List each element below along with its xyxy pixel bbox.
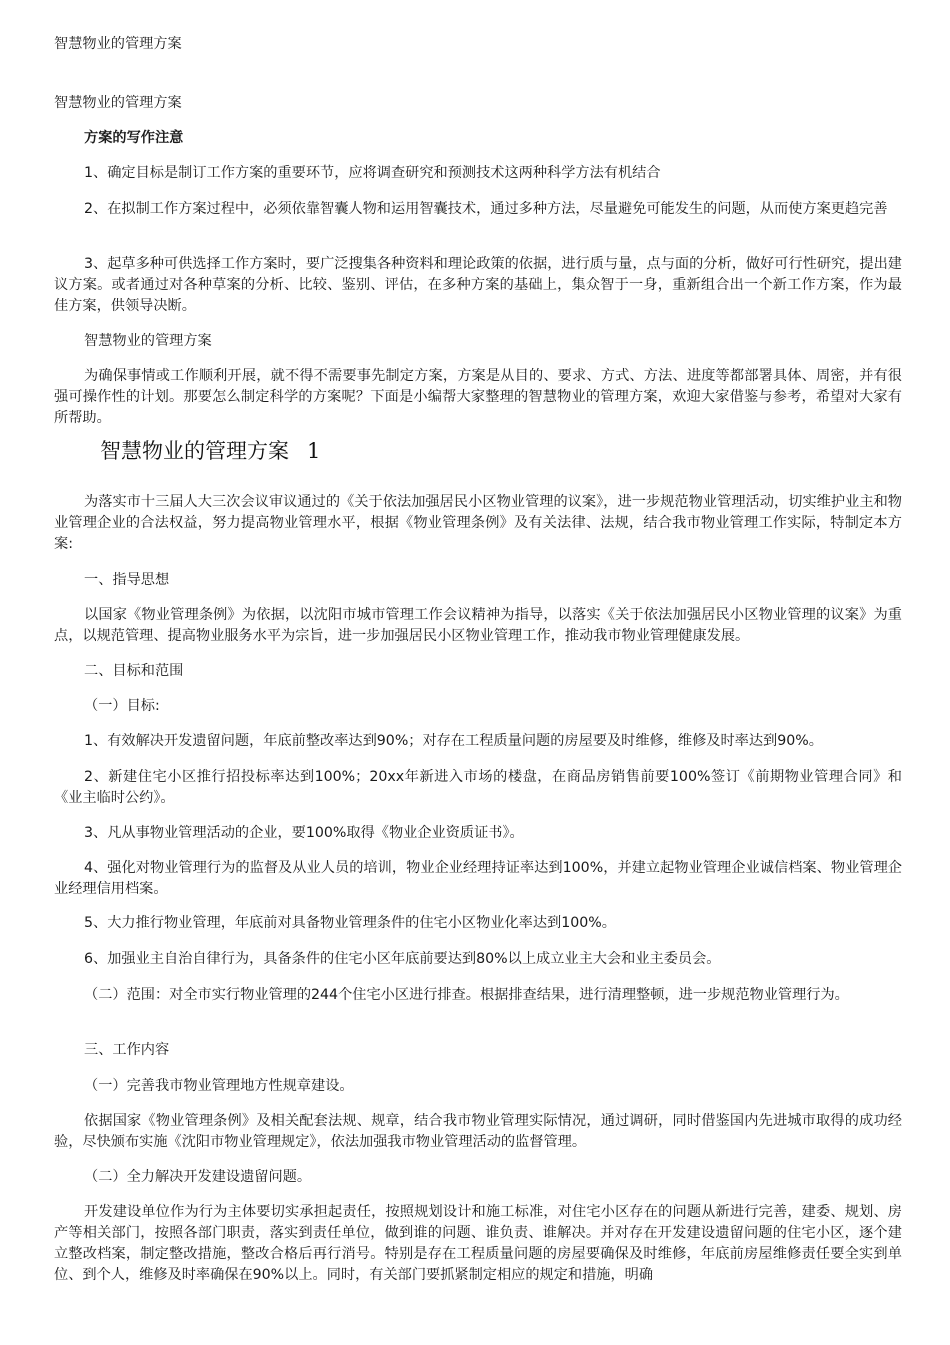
work-sub2-text: 开发建设单位作为行为主体要切实承担起责任，按照规划设计和施工标准，对住宅小区存在的问题从新进行完善，建委、规划、房产等相关部门，按照各部门职责，落实到责任单位，做到谁的问题、谁负责、谁解决。并对存在开发建设遗留问题的住宅小区，逐个建立整改档案，制定整改措施，整改合格后再行消号。特别是存在工程质量问题的房屋要确保及时维修，年底前房屋维修责任要全实到单位、到个人，维修及时率确保在90%以上。同时，有关部门要抓紧制定相应的规定和措施，明确 — [54, 1204, 902, 1283]
section-heading-number: 1 — [307, 439, 321, 463]
section-intro: 为落实市十三届人大三次会议审议通过的《关于依法加强居民小区物业管理的议案》，进一步规范物业管理活动，切实维护业主和物业管理企业的合法权益，努力提高物业管理水平，根据《物业管理条例》及有关法律、法规，结合我市物业管理工作实际，特制定本方案: — [54, 494, 902, 552]
intro-paragraph: 为确保事情或工作顺利开展，就不得不需要事先制定方案，方案是从目的、要求、方式、方法、进度等都部署具体、周密，并有很强可操作性的计划。那要怎么制定科学的方案呢？下面是小编帮大家整理的智慧物业的管理方案，欢迎大家借鉴与参考，希望对大家有所帮助。 — [54, 368, 902, 426]
goals-target-label: （一）目标: — [84, 698, 160, 714]
guiding-title: 一、指导思想 — [84, 572, 170, 588]
goal-item-3: 3、凡从事物业管理活动的企业，要100%取得《物业企业资质证书》。 — [84, 825, 524, 841]
work-sub1-title: （一）完善我市物业管理地方性规章建设。 — [84, 1078, 354, 1094]
sub-title: 智慧物业的管理方案 — [84, 333, 212, 349]
work-title: 三、工作内容 — [84, 1042, 170, 1058]
goal-item-4: 4、强化对物业管理行为的监督及从业人员的培训，物业企业经理持证率达到100%，并建立起物业管理企业诚信档案、物业管理企业经理信用档案。 — [54, 860, 902, 897]
writing-note-1: 1、确定目标是制订工作方案的重要环节，应将调查研究和预测技术这两种科学方法有机结合 — [84, 165, 661, 181]
section-heading — [100, 437, 320, 465]
header-title: 智慧物业的管理方案 — [54, 36, 182, 52]
writing-note-2: 2、在拟制工作方案过程中，必须依靠智囊人物和运用智囊技术，通过多种方法，尽量避免可能发生的问题，从而使方案更趋完善 — [84, 201, 888, 217]
writing-notes-title: 方案的写作注意 — [84, 130, 184, 146]
goal-item-5: 5、大力推行物业管理，年底前对具备物业管理条件的住宅小区物业化率达到100%。 — [84, 915, 616, 931]
goals-scope: （二）范围：对全市实行物业管理的244个住宅小区进行排查。根据排查结果，进行清理整顿，进一步规范物业管理行为。 — [84, 987, 849, 1003]
guiding-text: 以国家《物业管理条例》为依据，以沈阳市城市管理工作会议精神为指导，以落实《关于依法加强居民小区物业管理的议案》为重点，以规范管理、提高物业服务水平为宗旨，进一步加强居民小区物业管理工作，推动我市物业管理健康发展。 — [54, 607, 902, 644]
goal-item-2: 2、新建住宅小区推行招投标率达到100%；20xx年新进入市场的楼盘，在商品房销售前要100%签订《前期物业管理合同》和《业主临时公约》。 — [54, 769, 902, 806]
goals-title: 二、目标和范围 — [84, 663, 184, 679]
goal-item-6: 6、加强业主自治自律行为，具备条件的住宅小区年底前要达到80%以上成立业主大会和业主委员会。 — [84, 951, 721, 967]
writing-note-3: 3、起草多种可供选择工作方案时，要广泛搜集各种资料和理论政策的依据，进行质与量，点与面的分析，做好可行性研究，提出建议方案。或者通过对各种草案的分析、比较、鉴别、评估，在多种方案的基础上，集众智于一身，重新组合出一个新工作方案，作为最佳方案，供领导决断。 — [54, 256, 902, 314]
work-sub1-text: 依据国家《物业管理条例》及相关配套法规、规章，结合我市物业管理实际情况，通过调研，同时借鉴国内先进城市取得的成功经验，尽快颁布实施《沈阳市物业管理规定》，依法加强我市物业管理活动的监督管理。 — [54, 1113, 902, 1150]
section-heading-text: 智慧物业的管理方案 — [100, 439, 289, 463]
work-sub2-title: （二）全力解决开发建设遗留问题。 — [84, 1169, 312, 1185]
intro-title: 智慧物业的管理方案 — [54, 95, 182, 111]
goal-item-1: 1、有效解决开发遗留问题，年底前整改率达到90%；对存在工程质量问题的房屋要及时维修，维修及时率达到90%。 — [84, 733, 823, 749]
